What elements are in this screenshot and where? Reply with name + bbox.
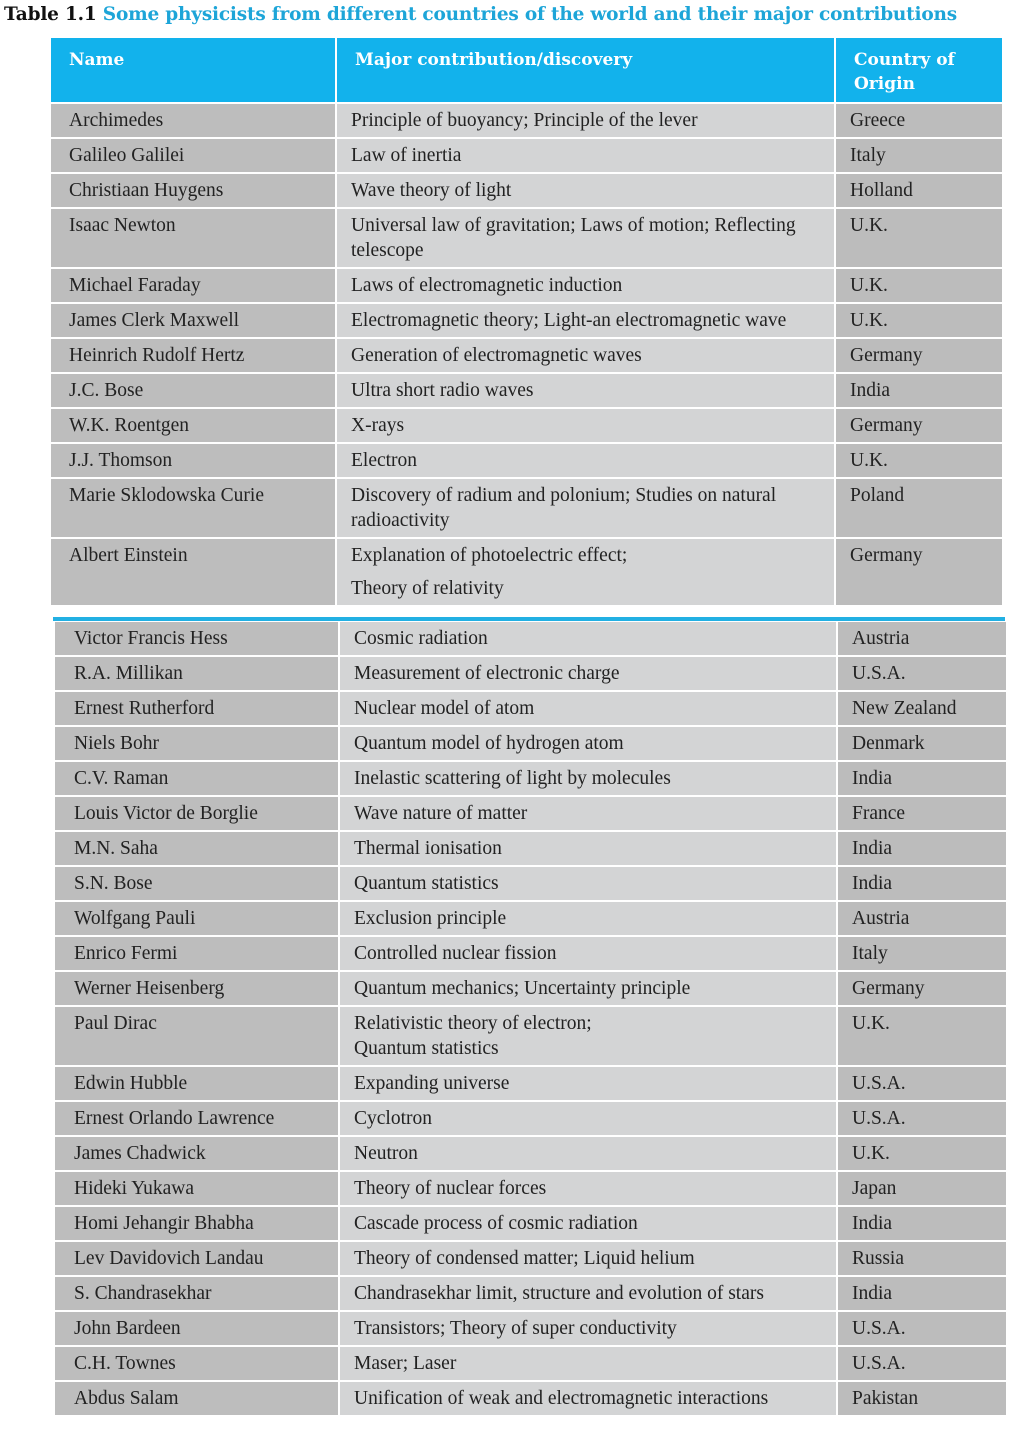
- cell-country-text: India: [852, 1213, 893, 1234]
- cell-name-text: Michael Faraday: [69, 275, 201, 296]
- cell-name: [55, 726, 339, 761]
- table-title: Some physicists from different countries of the world and their major contributions: [102, 4, 957, 25]
- cell-contribution: [339, 656, 837, 691]
- cell-country-text: U.K.: [850, 310, 888, 331]
- cell-contribution-text: Principle of buoyancy; Principle of the lever: [351, 110, 698, 131]
- cell-name-text: James Clerk Maxwell: [69, 310, 240, 331]
- cell-country-text: India: [852, 873, 893, 894]
- cell-country-text: Holland: [850, 180, 913, 201]
- cell-contribution: [339, 796, 837, 831]
- cell-country-text: Pakistan: [852, 1388, 919, 1409]
- table-caption: [4, 4, 957, 25]
- cell-contribution: [339, 691, 837, 726]
- table-row: [51, 268, 1003, 303]
- table-row: [55, 656, 1007, 691]
- cell-contribution-text: Law of inertia: [351, 145, 462, 166]
- cell-contribution: [339, 1171, 837, 1206]
- table-row: [55, 1311, 1007, 1346]
- header-country: Country of Origin: [835, 38, 1003, 103]
- cell-contribution-text: Measurement of electronic charge: [354, 663, 620, 684]
- cell-name-text: J.C. Bose: [69, 380, 144, 401]
- cell-name: [51, 478, 336, 538]
- cell-contribution: [339, 1276, 837, 1311]
- cell-contribution-text: Laws of electromagnetic induction: [351, 275, 623, 296]
- cell-country: [835, 173, 1003, 208]
- cell-contribution-text: X-rays: [351, 415, 405, 436]
- cell-country: [835, 208, 1003, 268]
- header-name: Name: [51, 38, 336, 103]
- cell-name: [51, 103, 336, 138]
- cell-country-text: Germany: [852, 978, 925, 999]
- cell-contribution-text: Neutron: [354, 1143, 418, 1164]
- cell-contribution: [336, 173, 835, 208]
- cell-contribution: [339, 866, 837, 901]
- cell-name: [55, 691, 339, 726]
- cell-contribution-text: Inelastic scattering of light by molecules: [354, 768, 671, 789]
- cell-contribution-text: Wave theory of light: [351, 180, 512, 201]
- table-row: [55, 1101, 1007, 1136]
- cell-contribution: [339, 1241, 837, 1276]
- cell-country: [837, 1241, 1007, 1276]
- cell-contribution: [336, 408, 835, 443]
- cell-contribution: [339, 936, 837, 971]
- cell-country-text: U.S.A.: [852, 1353, 906, 1374]
- cell-country: [837, 1381, 1007, 1415]
- cell-contribution: [339, 971, 837, 1006]
- table-row: [55, 1136, 1007, 1171]
- cell-contribution: [336, 268, 835, 303]
- cell-name: [55, 1066, 339, 1101]
- cell-name: [51, 208, 336, 268]
- cell-contribution-text: Quantum model of hydrogen atom: [354, 733, 624, 754]
- cell-name-text: Edwin Hubble: [74, 1073, 188, 1094]
- cell-country: [837, 831, 1007, 866]
- cell-name: [55, 1346, 339, 1381]
- cell-country-text: U.K.: [852, 1013, 890, 1034]
- cell-contribution: [339, 1066, 837, 1101]
- cell-name-text: Abdus Salam: [74, 1388, 179, 1409]
- cell-contribution-text: Controlled nuclear fission: [354, 943, 557, 964]
- cell-contribution: [336, 443, 835, 478]
- table-row: [51, 373, 1003, 408]
- cell-contribution: [336, 478, 835, 538]
- cell-contribution-text: Theory of nuclear forces: [354, 1178, 547, 1199]
- cell-country: [835, 408, 1003, 443]
- table-row: [55, 866, 1007, 901]
- cell-country: [837, 1171, 1007, 1206]
- cell-contribution-text: Unification of weak and electromagnetic interactions: [354, 1388, 769, 1409]
- cell-country-text: U.S.A.: [852, 1318, 906, 1339]
- cell-name: [55, 796, 339, 831]
- cell-country: [837, 1006, 1007, 1066]
- cell-country-text: Denmark: [852, 733, 925, 754]
- cell-country: [835, 268, 1003, 303]
- cell-country-text: Greece: [850, 110, 906, 131]
- cell-contribution-text: Generation of electromagnetic waves: [351, 345, 642, 366]
- cell-country-text: U.S.A.: [852, 1073, 906, 1094]
- cell-name: [55, 831, 339, 866]
- cell-country: [837, 1276, 1007, 1311]
- cell-country: [837, 1136, 1007, 1171]
- cell-name-text: S.N. Bose: [74, 873, 153, 894]
- cell-country: [837, 1101, 1007, 1136]
- cell-contribution-text: Universal law of gravitation; Laws of motion; Reflecting telescope: [351, 215, 796, 261]
- cell-contribution-text: Electron: [351, 450, 418, 471]
- cell-country-text: U.K.: [852, 1143, 890, 1164]
- cell-country-text: Italy: [852, 943, 888, 964]
- cell-country-text: Austria: [852, 628, 910, 649]
- header-contribution: Major contribution/discovery: [336, 38, 835, 103]
- cell-contribution: [336, 538, 835, 605]
- cell-name: [55, 622, 339, 656]
- cell-name-text: James Chadwick: [74, 1143, 206, 1164]
- cell-country: [835, 478, 1003, 538]
- cell-country: [837, 971, 1007, 1006]
- cell-country-text: India: [852, 838, 893, 859]
- cell-name-text: R.A. Millikan: [74, 663, 183, 684]
- cell-contribution: [339, 1006, 837, 1066]
- cell-name-text: C.H. Townes: [74, 1353, 176, 1374]
- cell-name-text: Archimedes: [69, 110, 164, 131]
- cell-country: [837, 622, 1007, 656]
- cell-country: [837, 761, 1007, 796]
- cell-contribution-text: Quantum mechanics; Uncertainty principle: [354, 978, 691, 999]
- cell-contribution-text-line2: Theory of relativity: [351, 578, 504, 599]
- cell-contribution: [339, 761, 837, 796]
- table-row: [55, 1171, 1007, 1206]
- cell-name-text: Lev Davidovich Landau: [74, 1248, 264, 1269]
- cell-contribution: [339, 622, 837, 656]
- table-row: [55, 796, 1007, 831]
- cell-country-text: U.S.A.: [852, 1108, 906, 1129]
- table-row: [51, 443, 1003, 478]
- cell-name-text: Werner Heisenberg: [74, 978, 225, 999]
- table-row: [55, 1241, 1007, 1276]
- cell-name-text: Ernest Orlando Lawrence: [74, 1108, 275, 1129]
- cell-name: [51, 338, 336, 373]
- table-row: [51, 478, 1003, 538]
- cell-name-text: Enrico Fermi: [74, 943, 178, 964]
- cell-name-text: M.N. Saha: [74, 838, 158, 859]
- cell-contribution: [339, 1381, 837, 1415]
- table-row: [55, 1206, 1007, 1241]
- cell-country: [837, 656, 1007, 691]
- table-row: [55, 761, 1007, 796]
- cell-country: [837, 796, 1007, 831]
- cell-name-text: Louis Victor de Borglie: [74, 803, 258, 824]
- cell-country-text: India: [852, 768, 893, 789]
- table-row: [55, 1276, 1007, 1311]
- table-row: [51, 408, 1003, 443]
- table-row: [55, 622, 1007, 656]
- cell-name-text: Galileo Galilei: [69, 145, 185, 166]
- cell-name: [51, 268, 336, 303]
- table-row: [51, 208, 1003, 268]
- cell-name-text: Wolfgang Pauli: [74, 908, 196, 929]
- cell-name-text: S. Chandrasekhar: [74, 1283, 212, 1304]
- table-row: [55, 1346, 1007, 1381]
- table-row: [55, 971, 1007, 1006]
- cell-country-text: U.K.: [850, 450, 888, 471]
- cell-country-text: Japan: [852, 1178, 897, 1199]
- table-row: [51, 103, 1003, 138]
- cell-contribution-text: Quantum statistics: [354, 873, 499, 894]
- cell-contribution: [339, 726, 837, 761]
- cell-country-text: France: [852, 803, 906, 824]
- cell-contribution-text: Exclusion principle: [354, 908, 507, 929]
- cell-name: [51, 538, 336, 605]
- table-row: [55, 831, 1007, 866]
- cell-contribution: [336, 373, 835, 408]
- cell-country-text: Germany: [850, 545, 923, 566]
- cell-contribution-text: Wave nature of matter: [354, 803, 528, 824]
- cell-name: [55, 1311, 339, 1346]
- cell-country: [835, 103, 1003, 138]
- cell-country-text: Austria: [852, 908, 910, 929]
- table-row: [51, 338, 1003, 373]
- cell-country: [837, 726, 1007, 761]
- cell-country: [837, 1206, 1007, 1241]
- cell-country-text: U.K.: [850, 275, 888, 296]
- cell-contribution: [339, 1136, 837, 1171]
- cell-contribution-text: Electromagnetic theory; Light-an electromagnetic wave: [351, 310, 787, 331]
- cell-name: [51, 443, 336, 478]
- cell-contribution-text: Expanding universe: [354, 1073, 510, 1094]
- cell-contribution-text: Theory of condensed matter; Liquid helium: [354, 1248, 695, 1269]
- cell-country: [837, 936, 1007, 971]
- cell-contribution-text: Nuclear model of atom: [354, 698, 535, 719]
- cell-name-text: J.J. Thomson: [69, 450, 173, 471]
- cell-contribution: [339, 901, 837, 936]
- cell-name: [55, 936, 339, 971]
- cell-country-text: New Zealand: [852, 698, 957, 719]
- cell-country-text: Poland: [850, 485, 905, 506]
- cell-country: [835, 443, 1003, 478]
- cell-name: [55, 1101, 339, 1136]
- cell-contribution-text: Ultra short radio waves: [351, 380, 534, 401]
- cell-name-text: C.V. Raman: [74, 768, 169, 789]
- cell-contribution-text: Explanation of photoelectric effect;: [351, 545, 628, 566]
- cell-contribution-text: Chandrasekhar limit, structure and evolution of stars: [354, 1283, 764, 1304]
- cell-contribution-text-line2: Quantum statistics: [354, 1038, 499, 1059]
- cell-name: [55, 1276, 339, 1311]
- cell-name-text: Christiaan Huygens: [69, 180, 224, 201]
- cell-contribution: [339, 1311, 837, 1346]
- cell-name: [55, 1171, 339, 1206]
- cell-contribution: [336, 338, 835, 373]
- cell-contribution-text: Thermal ionisation: [354, 838, 502, 859]
- cell-country: [835, 303, 1003, 338]
- table-row: [51, 538, 1003, 605]
- physicists-table-part-2: [55, 622, 1008, 1415]
- section-divider: [53, 617, 1005, 621]
- cell-country-text: Germany: [850, 345, 923, 366]
- cell-name: [51, 408, 336, 443]
- cell-name: [51, 173, 336, 208]
- cell-name: [55, 1206, 339, 1241]
- cell-name: [55, 656, 339, 691]
- cell-name: [55, 1381, 339, 1415]
- table-body-1: [51, 103, 1003, 605]
- cell-name-text: Homi Jehangir Bhabha: [74, 1213, 254, 1234]
- cell-contribution: [336, 138, 835, 173]
- table-row: [55, 1006, 1007, 1066]
- cell-contribution: [339, 1346, 837, 1381]
- cell-country: [837, 691, 1007, 726]
- cell-name: [55, 971, 339, 1006]
- cell-name: [55, 1006, 339, 1066]
- cell-name: [51, 373, 336, 408]
- cell-name-text: Victor Francis Hess: [74, 628, 228, 649]
- cell-country: [835, 373, 1003, 408]
- cell-name-text: Paul Dirac: [74, 1013, 157, 1034]
- cell-contribution: [336, 303, 835, 338]
- cell-name: [51, 138, 336, 173]
- cell-contribution-text: Maser; Laser: [354, 1353, 457, 1374]
- table-row: [55, 901, 1007, 936]
- table-row: [51, 173, 1003, 208]
- cell-country-text: Germany: [850, 415, 923, 436]
- cell-country: [835, 338, 1003, 373]
- table-row: [55, 726, 1007, 761]
- cell-country-text: Italy: [850, 145, 886, 166]
- cell-name-text: W.K. Roentgen: [69, 415, 190, 436]
- cell-country: [837, 1066, 1007, 1101]
- cell-name: [55, 1136, 339, 1171]
- table-row: [55, 1066, 1007, 1101]
- cell-country: [835, 538, 1003, 605]
- cell-name-text: Ernest Rutherford: [74, 698, 215, 719]
- cell-name-text: Niels Bohr: [74, 733, 160, 754]
- cell-contribution: [339, 1206, 837, 1241]
- cell-name: [55, 761, 339, 796]
- cell-contribution: [339, 1101, 837, 1136]
- cell-country: [837, 1311, 1007, 1346]
- cell-name-text: Albert Einstein: [69, 545, 188, 566]
- cell-name-text: John Bardeen: [74, 1318, 181, 1339]
- cell-contribution: [339, 831, 837, 866]
- cell-country-text: Russia: [852, 1248, 905, 1269]
- cell-name-text: Heinrich Rudolf Hertz: [69, 345, 245, 366]
- cell-country-text: U.K.: [850, 215, 888, 236]
- cell-name: [55, 866, 339, 901]
- cell-country-text: India: [852, 1283, 893, 1304]
- table-row: [55, 1381, 1007, 1415]
- table-number: Table 1.1: [4, 4, 97, 25]
- cell-contribution: [336, 103, 835, 138]
- cell-name-text: Marie Sklodowska Curie: [69, 485, 264, 506]
- table-body-2: [55, 622, 1007, 1415]
- cell-contribution-text: Transistors; Theory of super conductivity: [354, 1318, 677, 1339]
- cell-name: [55, 901, 339, 936]
- cell-contribution-text: Cascade process of cosmic radiation: [354, 1213, 638, 1234]
- cell-contribution-text: Discovery of radium and polonium; Studies on natural radioactivity: [351, 485, 777, 531]
- table-row: [55, 691, 1007, 726]
- cell-country: [835, 138, 1003, 173]
- cell-name-text: Isaac Newton: [69, 215, 176, 236]
- table-row: [51, 303, 1003, 338]
- cell-contribution: [336, 208, 835, 268]
- cell-name-text: Hideki Yukawa: [74, 1178, 195, 1199]
- cell-name: [55, 1241, 339, 1276]
- cell-country: [837, 866, 1007, 901]
- cell-contribution-text: Cosmic radiation: [354, 628, 488, 649]
- cell-country-text: U.S.A.: [852, 663, 906, 684]
- cell-contribution-text: Cyclotron: [354, 1108, 432, 1129]
- cell-country: [837, 1346, 1007, 1381]
- table-row: [51, 138, 1003, 173]
- table-row: [55, 936, 1007, 971]
- cell-country-text: India: [850, 380, 891, 401]
- physicists-table-part-1: [51, 38, 1004, 605]
- header-row: [51, 38, 1003, 103]
- cell-country: [837, 901, 1007, 936]
- cell-contribution-text: Relativistic theory of electron;: [354, 1013, 592, 1034]
- cell-name: [51, 303, 336, 338]
